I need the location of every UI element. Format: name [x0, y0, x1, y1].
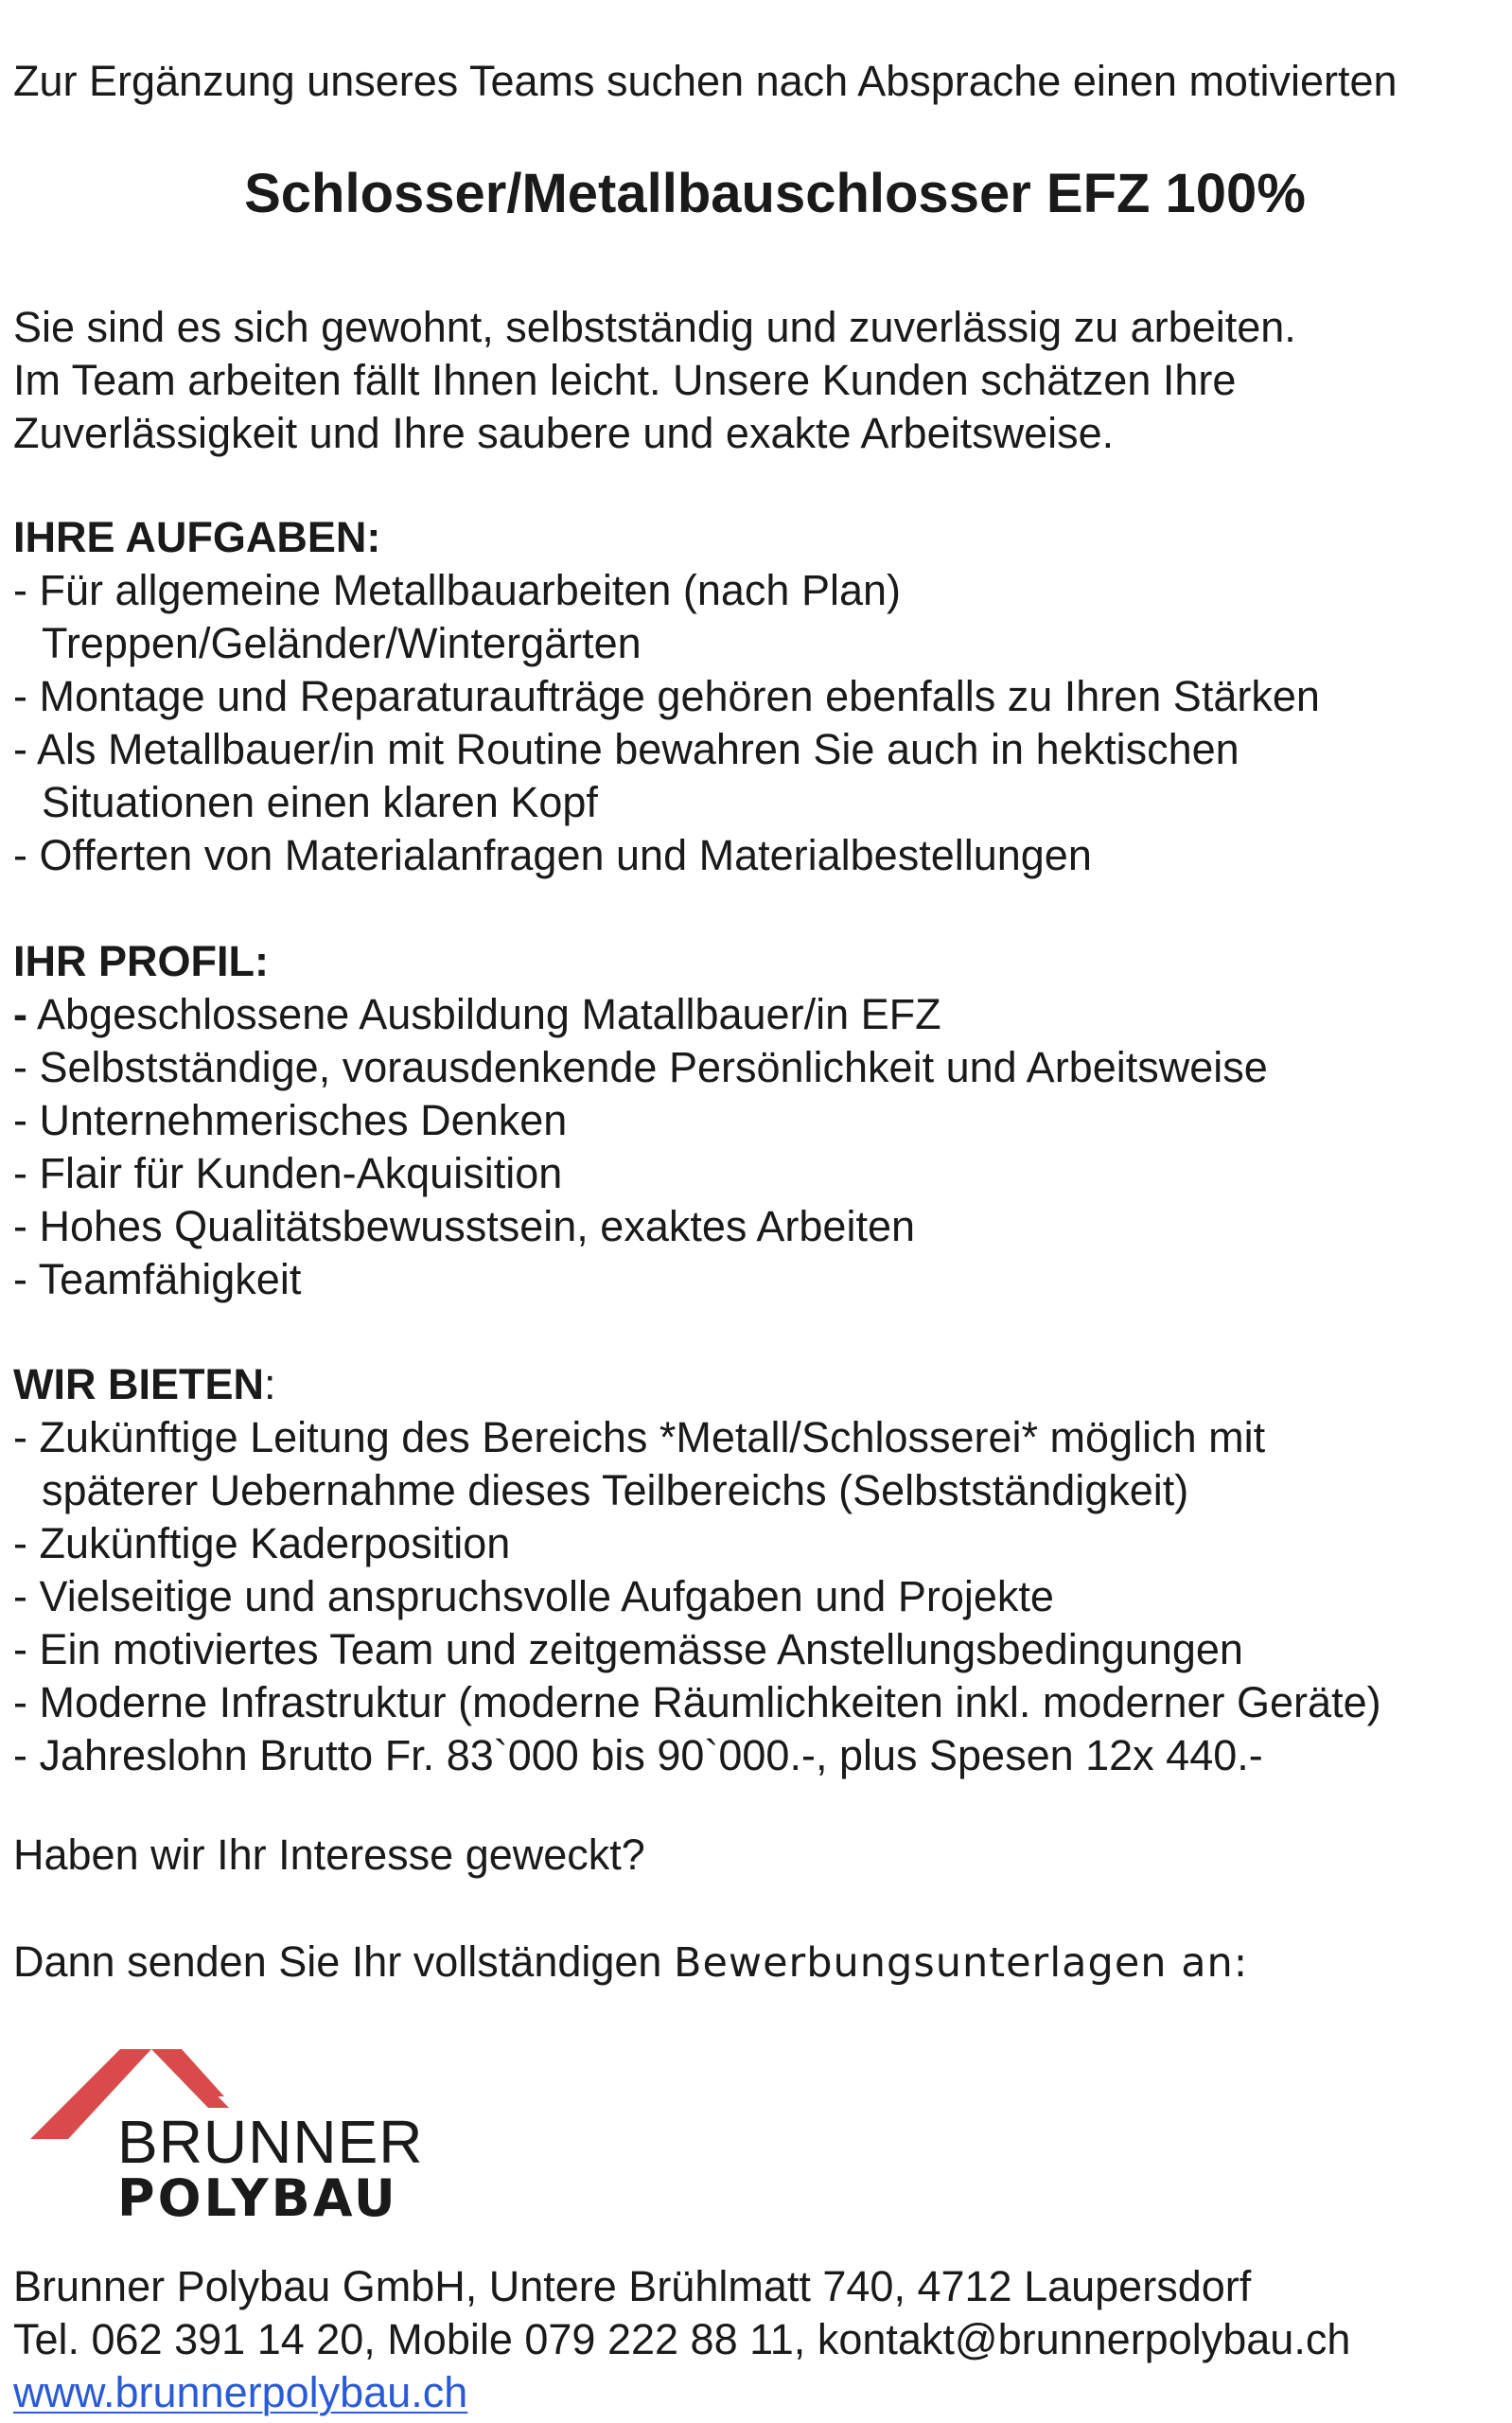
list-item: - Vielseitige und anspruchsvolle Aufgaben und Projekte	[13, 1572, 1054, 1620]
list-item: - Zukünftige Kaderposition	[13, 1519, 511, 1567]
application-instruction	[13, 1936, 1248, 1990]
website-line	[13, 2366, 1350, 2419]
heading-colon: :	[264, 1360, 276, 1408]
list-item-continuation: späterer Uebernahme dieses Teilbereichs (Selbstständigkeit)	[42, 1466, 1189, 1514]
paragraph-line: Sie sind es sich gewohnt, selbstständig und zuverlässig zu arbeiten.	[13, 303, 1296, 351]
list-item: - Teamfähigkeit	[13, 1255, 302, 1303]
website-link[interactable]: www.brunnerpolybau.ch	[13, 2368, 468, 2416]
intro-text: Zur Ergänzung unseres Teams suchen nach Absprache einen motivierten	[13, 57, 1398, 105]
list-item: - Flair für Kunden-Akquisition	[13, 1149, 563, 1197]
list-item: - Jahreslohn Brutto Fr. 83`000 bis 90`000.-, plus Spesen 12x 440.-	[13, 1731, 1263, 1779]
job-title: Schlosser/Metallbauschlosser EFZ 100%	[244, 163, 1306, 224]
instruction-text-tail: Bewerbungsunterlagen an:	[673, 1939, 1249, 1987]
brunner-polybau-logo	[30, 2049, 428, 2220]
logo-text-brunner: BRUNNER	[117, 2108, 424, 2176]
section-heading-text: WIR BIETEN	[13, 1360, 264, 1408]
list-item: - Offerten von Materialanfragen und Materialbestellungen	[13, 831, 1092, 879]
list-item: - Für allgemeine Metallbauarbeiten (nach Plan)	[13, 566, 901, 614]
list-item: - Ein motiviertes Team und zeitgemässe Anstellungsbedingungen	[13, 1625, 1243, 1673]
bullet-dash: -	[13, 990, 27, 1038]
list-item-text: Abgeschlossene Ausbildung Matallbauer/in EFZ	[27, 990, 941, 1038]
intro-paragraph	[13, 301, 1296, 460]
list-item: - Montage und Reparaturaufträge gehören ebenfalls zu Ihren Stärken	[13, 672, 1320, 720]
list-item-continuation: Situationen einen klaren Kopf	[42, 778, 598, 826]
company-address: Brunner Polybau GmbH, Untere Brühlmatt 740, 4712 Laupersdorf	[13, 2262, 1252, 2310]
list-item: - Zukünftige Leitung des Bereichs *Metall/Schlosserei* möglich mit	[13, 1413, 1266, 1461]
contact-block	[13, 2260, 1350, 2419]
section-profil	[13, 935, 1268, 1306]
contact-phones-email: Tel. 062 391 14 20, Mobile 079 222 88 11, kontakt@brunnerpolybau.ch	[13, 2315, 1351, 2363]
list-item: - Selbstständige, vorausdenkende Persönlichkeit und Arbeitsweise	[13, 1043, 1268, 1091]
list-item: - Moderne Infrastruktur (moderne Räumlichkeiten inkl. moderner Geräte)	[13, 1678, 1381, 1726]
list-item: - Als Metallbauer/in mit Routine bewahren Sie auch in hektischen	[13, 725, 1239, 773]
section-heading-aufgaben: IHRE AUFGABEN:	[13, 513, 381, 561]
list-item	[13, 988, 1268, 1041]
section-heading-profil: IHR PROFIL:	[13, 937, 269, 985]
list-item: - Unternehmerisches Denken	[13, 1096, 568, 1144]
interest-question: Haben wir Ihr Interesse geweckt?	[13, 1831, 645, 1879]
paragraph-line: Zuverlässigkeit und Ihre saubere und exakte Arbeitsweise.	[13, 409, 1115, 457]
section-bieten	[13, 1358, 1381, 1782]
list-item-continuation: Treppen/Geländer/Wintergärten	[42, 619, 642, 667]
section-aufgaben	[13, 511, 1320, 882]
paragraph-line: Im Team arbeiten fällt Ihnen leicht. Unsere Kunden schätzen Ihre	[13, 356, 1237, 404]
section-heading-bieten	[13, 1358, 1381, 1411]
instruction-text: Dann senden Sie Ihr vollständigen	[13, 1937, 674, 1986]
logo-text-polybau: POLYBAU	[117, 2168, 398, 2220]
logo-graphic	[30, 2049, 428, 2220]
list-item: - Hohes Qualitätsbewusstsein, exaktes Arbeiten	[13, 1202, 915, 1250]
